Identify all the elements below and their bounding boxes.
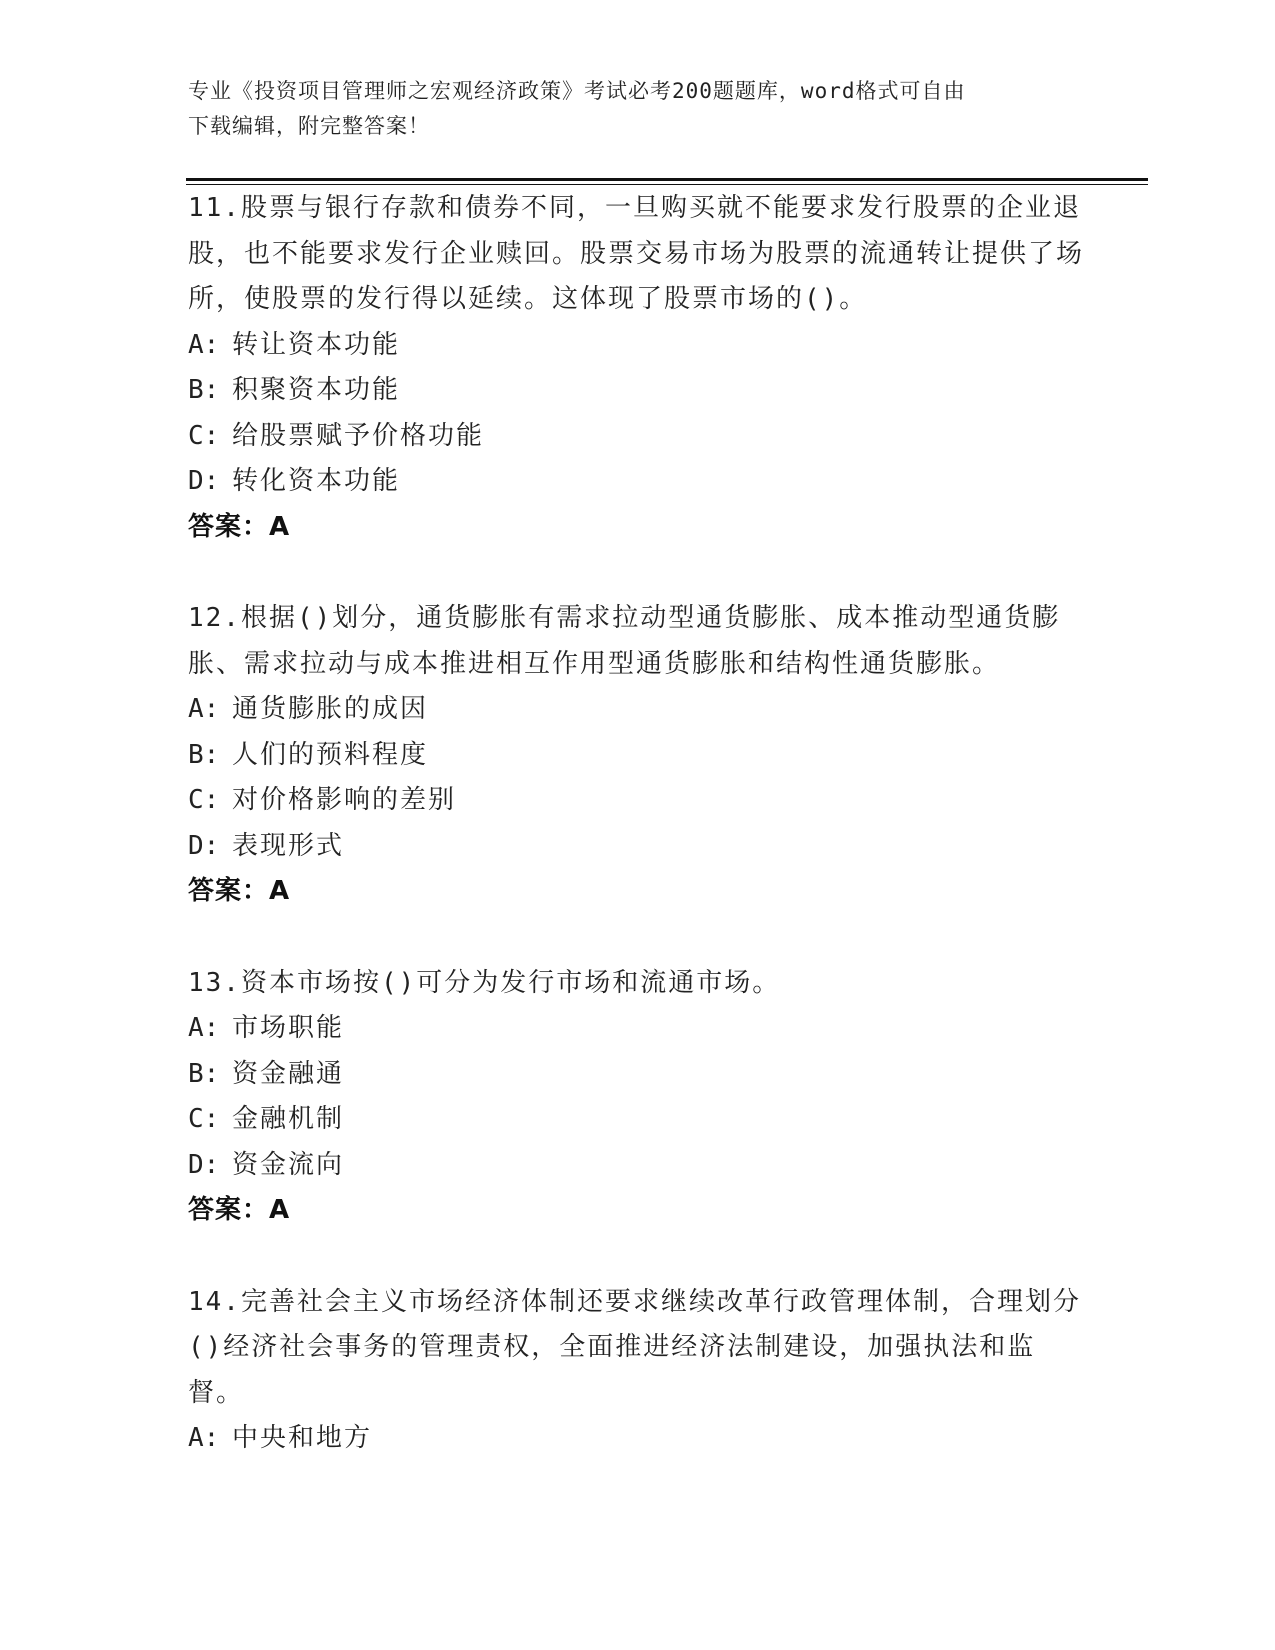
option-text: 资金流向: [232, 1149, 345, 1180]
question-11: [188, 186, 1088, 550]
option-a: [188, 1006, 1088, 1052]
option-c: [188, 778, 1088, 824]
option-text: 市场职能: [232, 1013, 345, 1043]
option-d: [188, 459, 1088, 505]
option-text: 转化资本功能: [232, 466, 401, 496]
question-stem: [188, 186, 1088, 323]
option-text: 转让资本功能: [232, 329, 401, 360]
option-b: [188, 368, 1088, 414]
header-divider-thick: [186, 178, 1148, 181]
option-letter: B:: [188, 375, 220, 405]
option-letter: C:: [188, 420, 220, 451]
question-13: [188, 961, 1088, 1234]
question-text: 根据()划分，通货膨胀有需求拉动型通货膨胀、成本推动型通货膨胀、需求拉动与成本推进相互作用型通货膨胀和结构性通货膨胀。: [188, 603, 1061, 679]
question-text: 股票与银行存款和债券不同，一旦购买就不能要求发行股票的企业退股，也不能要求发行企业赎回。股票交易市场为股票的流通转让提供了场所，使股票的发行得以延续。这体现了股票市场的()。: [188, 193, 1085, 314]
option-d: [188, 824, 1088, 870]
option-letter: B:: [188, 739, 220, 770]
option-c: [188, 414, 1088, 460]
option-a: [188, 323, 1088, 369]
option-text: 中央和地方: [232, 1423, 373, 1453]
option-text: 通货膨胀的成因: [232, 694, 429, 724]
option-a: [188, 687, 1088, 733]
question-text: 完善社会主义市场经济体制还要求继续改革行政管理体制，合理划分()经济社会事务的管理责权，全面推进经济法制建设，加强执法和监督。: [188, 1286, 1081, 1408]
option-letter: C:: [188, 1104, 220, 1134]
question-number: 12.: [188, 603, 241, 633]
option-d: [188, 1143, 1088, 1189]
question-text: 资本市场按()可分为发行市场和流通市场。: [240, 967, 781, 998]
option-b: [188, 1052, 1088, 1098]
option-letter: A:: [188, 694, 220, 724]
option-text: 人们的预料程度: [232, 739, 429, 770]
option-a: [188, 1416, 1088, 1462]
option-c: [188, 1097, 1088, 1143]
header-title-line-2: 下载编辑，附完整答案！: [188, 114, 430, 138]
answer-label: 答案：A: [188, 511, 291, 542]
option-letter: D:: [188, 830, 220, 861]
option-text: 金融机制: [232, 1104, 345, 1134]
answer-label: 答案：A: [188, 876, 291, 906]
option-b: [188, 733, 1088, 779]
question-list: [188, 186, 1088, 1508]
option-text: 对价格影响的差别: [232, 785, 457, 815]
question-14: [188, 1280, 1088, 1462]
option-text: 积聚资本功能: [232, 375, 401, 405]
option-text: 给股票赋予价格功能: [232, 420, 485, 451]
option-letter: D:: [188, 466, 220, 496]
question-stem: [188, 596, 1088, 687]
option-letter: B:: [188, 1058, 220, 1089]
option-letter: C:: [188, 785, 220, 815]
question-number: 14.: [188, 1286, 241, 1317]
option-text: 表现形式: [232, 830, 345, 861]
option-letter: A:: [188, 1013, 220, 1043]
question-number: 13.: [188, 967, 241, 998]
option-letter: D:: [188, 1149, 220, 1180]
option-text: 资金融通: [232, 1058, 345, 1089]
header-title-line-1: 专业《投资项目管理师之宏观经济政策》考试必考200题题库，word格式可自由: [188, 79, 966, 103]
option-letter: A:: [188, 1423, 220, 1453]
question-12: [188, 596, 1088, 915]
question-number: 11.: [188, 193, 241, 223]
document-header: [188, 74, 1068, 144]
option-letter: A:: [188, 329, 220, 360]
question-stem: [188, 961, 1088, 1007]
answer-label: 答案：A: [188, 1195, 291, 1225]
question-stem: [188, 1280, 1088, 1417]
header-divider-thin: [186, 184, 1148, 185]
